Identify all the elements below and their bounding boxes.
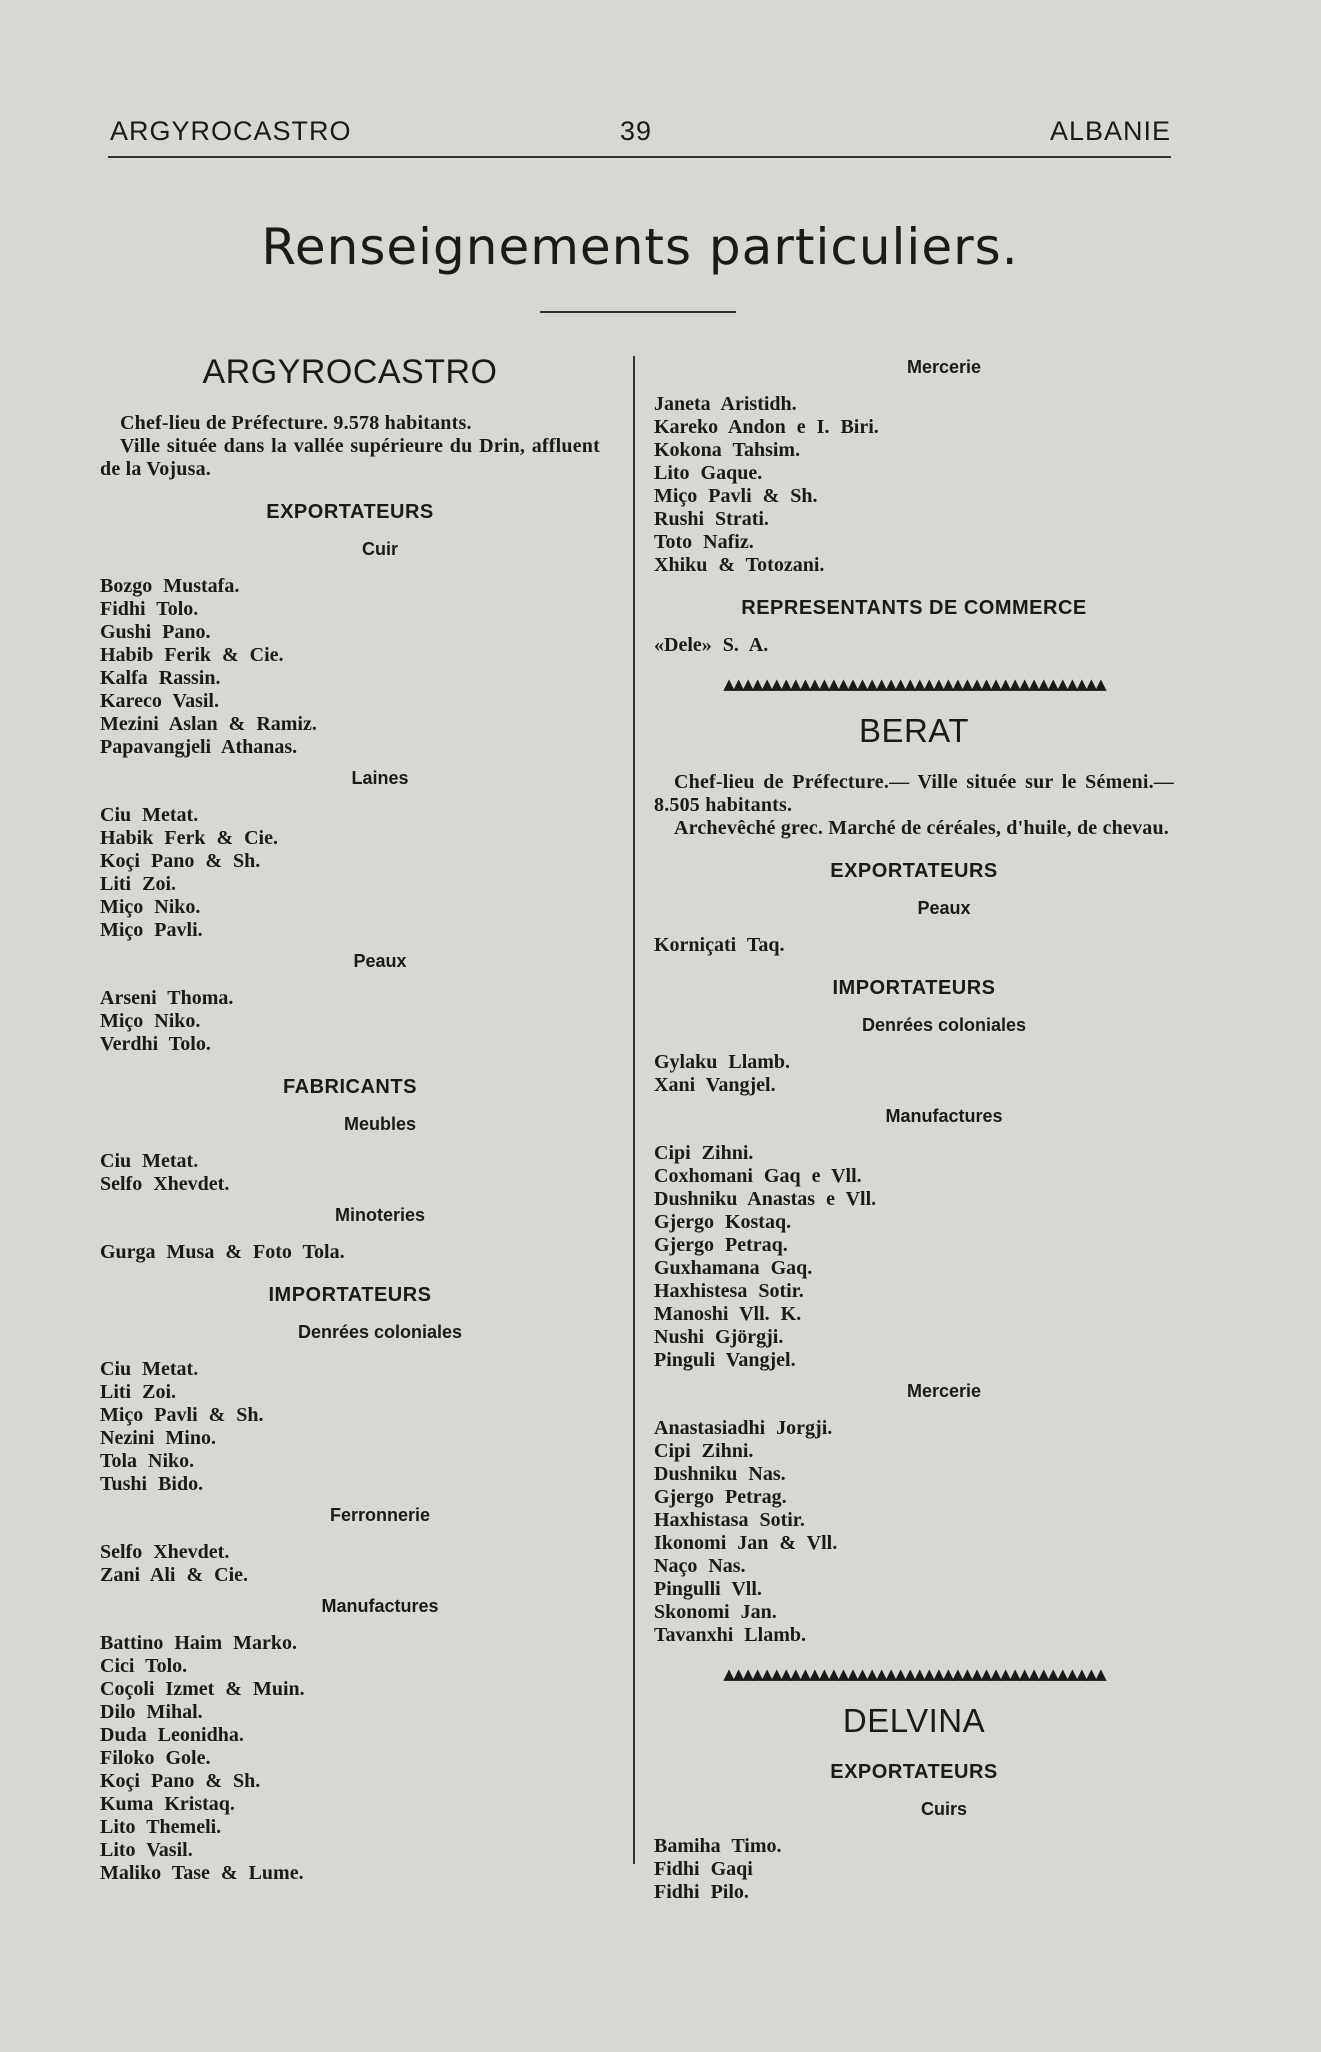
subsection-heading: Mercerie (906, 1381, 982, 1401)
list-item: Selfo Xhevdet. (100, 1541, 230, 1563)
list-item: Ciu Metat. (100, 1150, 199, 1172)
list-item: Ciu Metat. (100, 1358, 199, 1380)
list-item: Kokona Tahsim. (654, 439, 801, 461)
list-item: Miço Niko. (100, 1010, 201, 1032)
entry-list (100, 1632, 600, 1885)
subsection-heading: Peaux (353, 951, 407, 971)
list-item: Haxhistesa Sotir. (654, 1280, 804, 1302)
list-item: Manoshi Vll. K. (654, 1303, 802, 1325)
entry-list (100, 804, 600, 942)
entry-list (654, 393, 1174, 577)
entry-list (100, 987, 600, 1056)
section-heading: EXPORTATEURS (266, 501, 434, 523)
list-item: Miço Pavli & Sh. (100, 1404, 264, 1426)
list-item: Tavanxhi Llamb. (654, 1624, 806, 1646)
page-title: Renseignements particuliers. (261, 218, 1019, 276)
list-item: Naço Nas. (654, 1555, 746, 1577)
list-item: Korniçati Taq. (654, 934, 785, 956)
entry-list (100, 1541, 600, 1587)
section-heading: IMPORTATEURS (832, 977, 996, 999)
list-item: Cici Tolo. (100, 1655, 188, 1677)
right-column (654, 352, 1174, 1910)
list-item: Duda Leonidha. (100, 1724, 244, 1746)
entry-list (654, 1835, 1174, 1904)
list-item: Tushi Bido. (100, 1473, 204, 1495)
subsection-heading: Ferronnerie (329, 1505, 431, 1525)
list-item: Gylaku Llamb. (654, 1051, 791, 1073)
list-item: Tola Niko. (100, 1450, 195, 1472)
intro-line: Chef-lieu de Préfecture. 9.578 habitants. (120, 412, 472, 434)
section-heading: REPRESENTANTS DE COMMERCE (741, 597, 1087, 619)
list-item: Lito Gaque. (654, 462, 763, 484)
section-heading: EXPORTATEURS (830, 1761, 998, 1783)
list-item: Filoko Gole. (100, 1747, 211, 1769)
subsection-heading: Cuir (362, 539, 398, 559)
list-item: Dushniku Nas. (654, 1463, 786, 1485)
list-item: Cipi Zihni. (654, 1440, 754, 1462)
list-item: Kalfa Rassin. (100, 667, 221, 689)
list-item: Koçi Pano & Sh. (100, 1770, 261, 1792)
list-item: Miço Niko. (100, 896, 201, 918)
list-item: Rushi Strati. (654, 508, 769, 530)
list-item: Maliko Tase & Lume. (100, 1862, 304, 1884)
list-item: Xani Vangjel. (654, 1074, 776, 1096)
entry-list (100, 575, 600, 759)
subsection-heading: Mercerie (906, 357, 982, 377)
ornament-divider: ▲▲▲▲▲▲▲▲▲▲▲▲▲▲▲▲▲▲▲▲▲▲▲▲▲▲▲▲▲▲▲▲▲▲▲▲▲▲▲▲ (723, 1665, 1105, 1683)
entry-list (654, 1417, 1174, 1647)
running-head-right: ALBANIE (1049, 116, 1171, 146)
city-heading-argyrocastro: ARGYROCASTRO (202, 353, 498, 391)
list-item: Guxhamana Gaq. (654, 1257, 813, 1279)
list-item: Kareco Vasil. (100, 690, 219, 712)
list-item: Coxhomani Gaq e Vll. (654, 1165, 862, 1187)
title-rule (540, 311, 736, 313)
list-item: Zani Ali & Cie. (100, 1564, 249, 1586)
city-heading-delvina: DELVINA (842, 1702, 986, 1739)
list-item: Dilo Mihal. (100, 1701, 203, 1723)
list-item: Ikonomi Jan & Vll. (654, 1532, 838, 1554)
list-item: Fidhi Pilo. (654, 1881, 749, 1903)
list-item: Nushi Gjörgji. (654, 1326, 784, 1348)
list-item: Miço Pavli & Sh. (654, 485, 818, 507)
list-item: Gjergo Petrag. (654, 1486, 787, 1508)
list-item: Anastasiadhi Jorgji. (654, 1417, 833, 1439)
entry-list (100, 1150, 600, 1196)
list-item: Dushniku Anastas e Vll. (654, 1188, 877, 1210)
list-item: Habik Ferk & Cie. (100, 827, 278, 849)
section-heading: IMPORTATEURS (268, 1284, 432, 1306)
list-item: Papavangjeli Athanas. (100, 736, 298, 758)
subsection-heading: Manufactures (885, 1106, 1003, 1126)
entry-list (654, 1051, 1174, 1097)
city-intro (100, 412, 600, 481)
list-item: Battino Haim Marko. (100, 1632, 297, 1654)
list-item: Mezini Aslan & Ramiz. (100, 713, 317, 735)
list-item: Gushi Pano. (100, 621, 211, 643)
left-column (100, 352, 600, 1891)
subsection-heading: Denrées coloniales (297, 1322, 463, 1342)
list-item: Lito Vasil. (100, 1839, 193, 1861)
page-number: 39 (620, 116, 653, 146)
list-item: Liti Zoi. (100, 873, 177, 895)
list-item: Habib Ferik & Cie. (100, 644, 284, 666)
list-item: Lito Themeli. (100, 1816, 222, 1838)
list-item: «Dele» S. A. (654, 634, 769, 656)
intro-line: Chef-lieu de Préfecture.— Ville située sur le Sémeni.—8.505 habitants. (654, 771, 1174, 816)
subsection-heading: Denrées coloniales (861, 1015, 1027, 1035)
list-item: Toto Nafiz. (654, 531, 754, 553)
list-item: Arseni Thoma. (100, 987, 234, 1009)
entry-list (654, 934, 1174, 957)
subsection-heading: Meubles (343, 1114, 417, 1134)
entry-list (100, 1241, 600, 1264)
list-item: Fidhi Tolo. (100, 598, 199, 620)
intro-line: Archevêché grec. Marché de céréales, d'huile, de chevau. (674, 817, 1169, 839)
list-item: Fidhi Gaqi (654, 1858, 753, 1880)
list-item: Kuma Kristaq. (100, 1793, 235, 1815)
list-item: Miço Pavli. (100, 919, 203, 941)
running-head (108, 116, 1171, 158)
list-item: Verdhi Tolo. (100, 1033, 211, 1055)
section-heading: FABRICANTS (283, 1076, 417, 1098)
list-item: Gjergo Kostaq. (654, 1211, 792, 1233)
list-item: Skonomi Jan. (654, 1601, 777, 1623)
list-item: Ciu Metat. (100, 804, 199, 826)
list-item: Selfo Xhevdet. (100, 1173, 230, 1195)
entry-list (654, 1142, 1174, 1372)
subsection-heading: Cuirs (920, 1799, 967, 1819)
list-item: Xhiku & Totozani. (654, 554, 825, 576)
list-item: Bamiha Timo. (654, 1835, 782, 1857)
list-item: Koçi Pano & Sh. (100, 850, 261, 872)
section-heading: EXPORTATEURS (830, 860, 998, 882)
list-item: Liti Zoi. (100, 1381, 177, 1403)
intro-line: Ville située dans la vallée supérieure du Drin, affluent de la Vojusa. (100, 435, 600, 480)
city-intro (654, 771, 1174, 840)
column-divider (633, 356, 635, 1864)
list-item: Bozgo Mustafa. (100, 575, 240, 597)
subsection-heading: Laines (351, 768, 409, 788)
list-item: Nezini Mino. (100, 1427, 216, 1449)
list-item: Gurga Musa & Foto Tola. (100, 1241, 345, 1263)
list-item: Gjergo Petraq. (654, 1234, 788, 1256)
subsection-heading: Peaux (917, 898, 971, 918)
running-head-left: ARGYROCASTRO (110, 116, 352, 146)
entry-list (100, 1358, 600, 1496)
list-item: Kareko Andon e I. Biri. (654, 416, 879, 438)
subsection-heading: Manufactures (321, 1596, 439, 1616)
list-item: Pinguli Vangjel. (654, 1349, 796, 1371)
city-heading-berat: BERAT (858, 712, 970, 749)
list-item: Pingulli Vll. (654, 1578, 762, 1600)
list-item: Coçoli Izmet & Muin. (100, 1678, 305, 1700)
entry-list (654, 634, 1174, 657)
ornament-divider: ▲▲▲▲▲▲▲▲▲▲▲▲▲▲▲▲▲▲▲▲▲▲▲▲▲▲▲▲▲▲▲▲▲▲▲▲▲▲▲▲ (723, 675, 1105, 693)
subsection-heading: Minoteries (334, 1205, 426, 1225)
list-item: Janeta Aristidh. (654, 393, 797, 415)
list-item: Haxhistasa Sotir. (654, 1509, 805, 1531)
list-item: Cipi Zihni. (654, 1142, 754, 1164)
